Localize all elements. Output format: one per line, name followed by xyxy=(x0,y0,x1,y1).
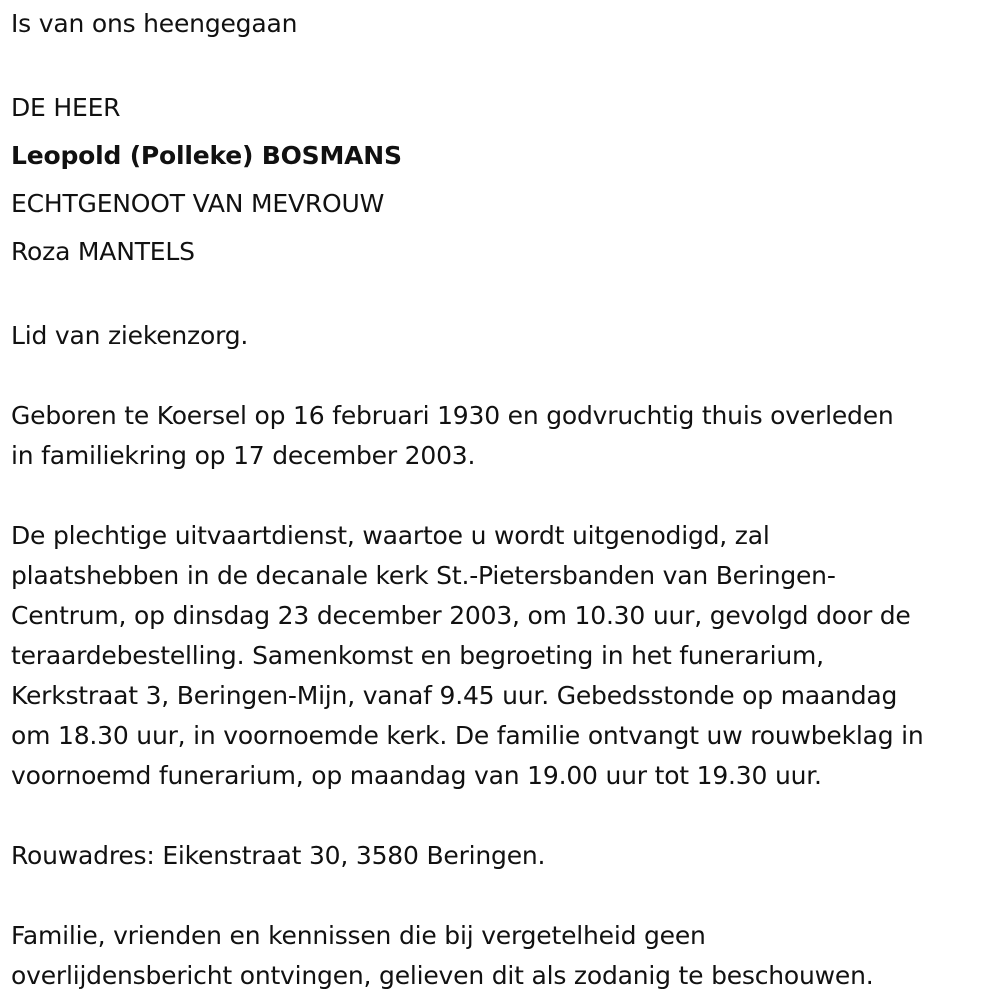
title-line: DE HEER xyxy=(11,93,121,122)
paragraph-line: teraardebestelling. Samenkomst en begroeting in het funerarium, xyxy=(11,641,824,670)
spouse-name: Roza MANTELS xyxy=(11,237,195,266)
closing-paragraph xyxy=(11,916,996,996)
paragraph-line: Geboren te Koersel op 16 februari 1930 en godvruchtig thuis overleden xyxy=(11,401,894,430)
deceased-name: Leopold (Polleke) BOSMANS xyxy=(11,141,402,170)
membership-line: Lid van ziekenzorg. xyxy=(11,321,249,350)
birth-death-paragraph xyxy=(11,396,996,476)
service-paragraph xyxy=(11,516,996,796)
spouse-label: ECHTGENOOT VAN MEVROUW xyxy=(11,189,385,218)
paragraph-line: Familie, vrienden en kennissen die bij vergetelheid geen xyxy=(11,921,706,950)
paragraph-line: plaatshebben in de decanale kerk St.-Pietersbanden van Beringen- xyxy=(11,561,836,590)
intro-line: Is van ons heengegaan xyxy=(11,9,298,38)
paragraph-line: De plechtige uitvaartdienst, waartoe u wordt uitgenodigd, zal xyxy=(11,521,770,550)
paragraph-line: Kerkstraat 3, Beringen-Mijn, vanaf 9.45 uur. Gebedsstonde op maandag xyxy=(11,681,898,710)
paragraph-line: om 18.30 uur, in voornoemde kerk. De familie ontvangt uw rouwbeklag in xyxy=(11,721,924,750)
paragraph-line: Centrum, op dinsdag 23 december 2003, om 10.30 uur, gevolgd door de xyxy=(11,601,911,630)
paragraph-line: overlijdensbericht ontvingen, gelieven dit als zodanig te beschouwen. xyxy=(11,961,874,990)
address-line: Rouwadres: Eikenstraat 30, 3580 Beringen. xyxy=(11,841,546,870)
paragraph-line: in familiekring op 17 december 2003. xyxy=(11,441,476,470)
death-notice xyxy=(11,4,996,996)
paragraph-line: voornoemd funerarium, op maandag van 19.00 uur tot 19.30 uur. xyxy=(11,761,822,790)
deceased-block xyxy=(11,84,996,276)
